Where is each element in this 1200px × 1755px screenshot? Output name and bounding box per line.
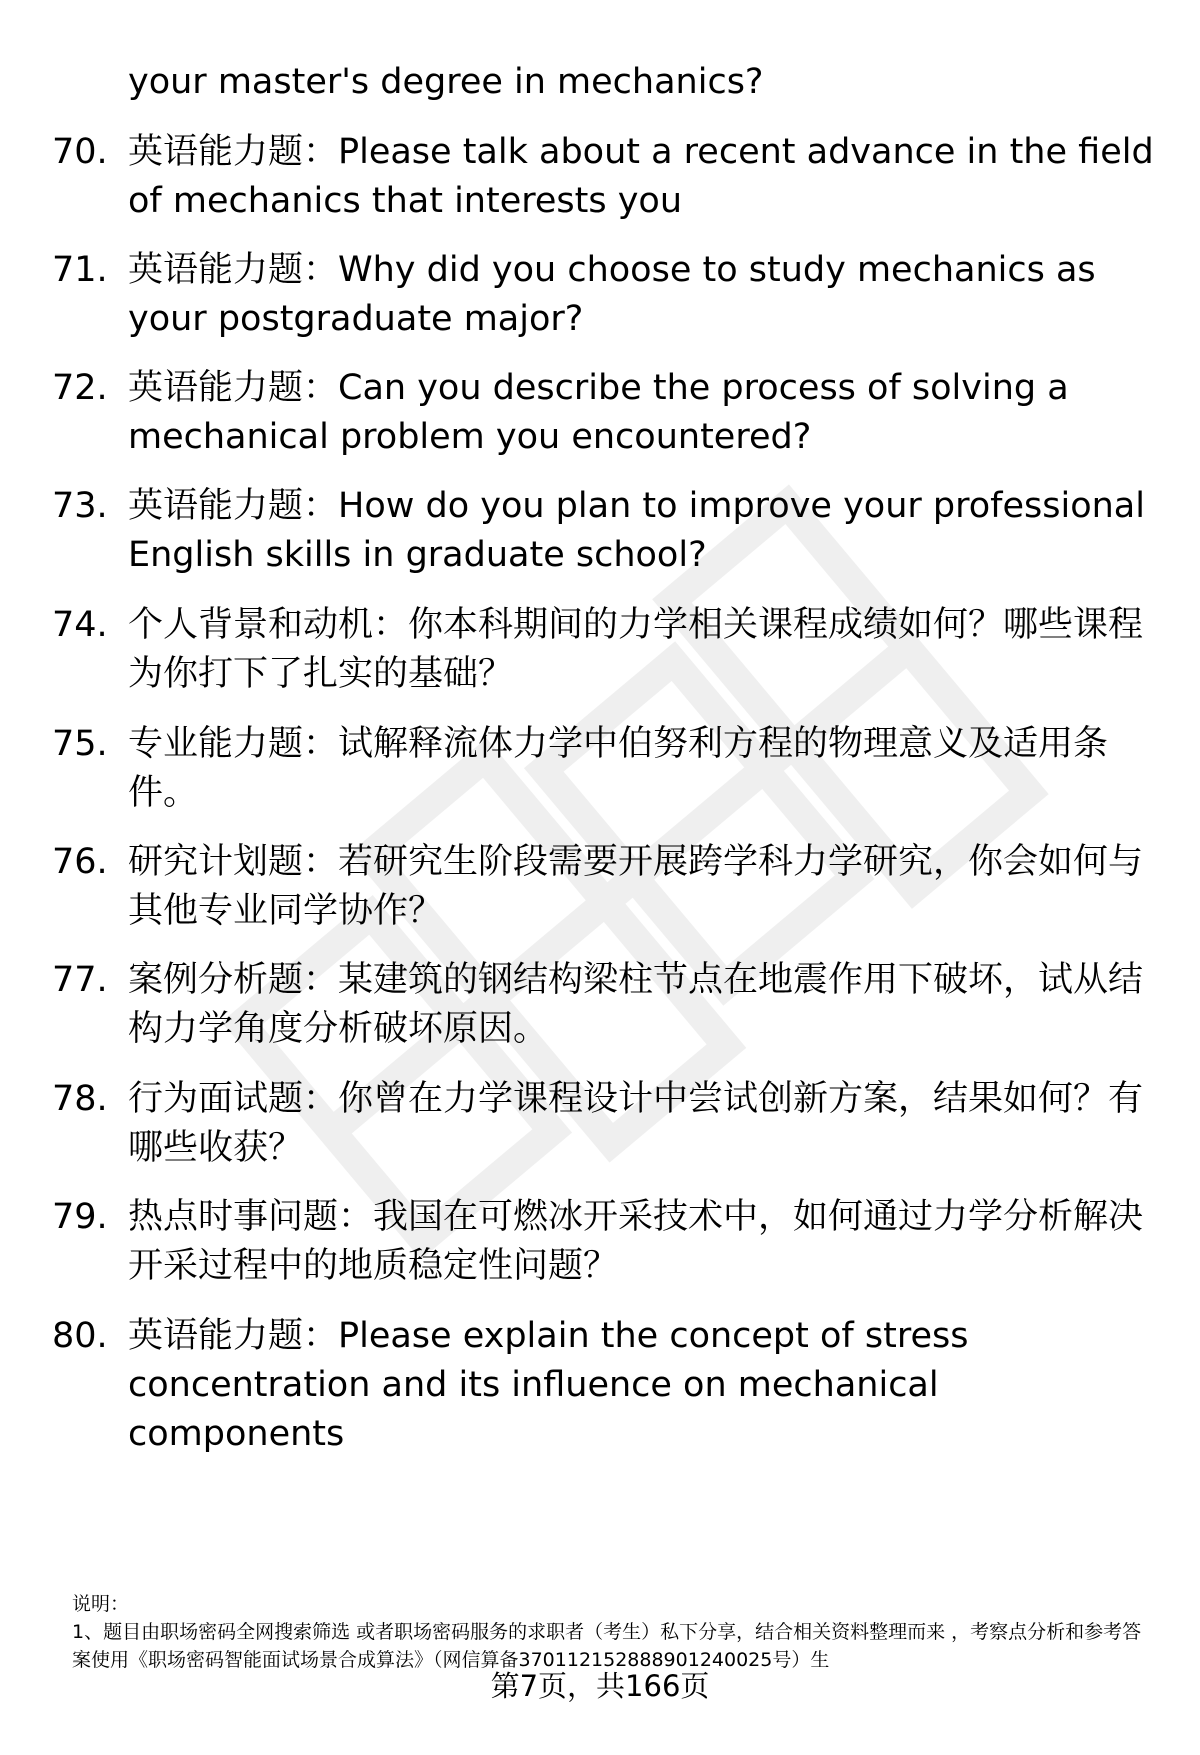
question-number: 77. (52, 960, 108, 1000)
question-number: 80. (52, 1316, 108, 1356)
question-item (52, 482, 1162, 580)
question-number: 73. (52, 486, 108, 526)
notes-heading: 说明： (72, 1593, 130, 1615)
page-number: 第7页，共166页 (490, 1669, 710, 1703)
question-item (52, 601, 1162, 699)
question-text: 英语能力题：Why did you choose to study mechanics as your postgraduate major? (128, 250, 1096, 339)
question-text: 行为面试题：你曾在力学课程设计中尝试创新方案，结果如何？有哪些收获？ (128, 1079, 1144, 1168)
question-number: 75. (52, 724, 108, 764)
question-text: 英语能力题：How do you plan to improve your professional English skills in graduate school? (128, 486, 1145, 575)
question-text: 专业能力题：试解释流体力学中伯努利方程的物理意义及适用条件。 (128, 724, 1109, 813)
question-number: 76. (52, 842, 108, 882)
question-text: 英语能力题：Please talk about a recent advance in the field of mechanics that interests you (128, 132, 1154, 221)
question-text: 热点时事问题：我国在可燃冰开采技术中，如何通过力学分析解决开采过程中的地质稳定性问题？ (128, 1197, 1144, 1286)
question-number: 74. (52, 605, 108, 645)
notes-line: 1、题目由职场密码全网搜索筛选 或者职场密码服务的求职者（考生）私下分享，结合相关资料整理而来 ，考察点分析和参考答案使用《职场密码智能面试场景合成算法》（网信算备370112152888901240025号）生 (72, 1621, 1142, 1671)
question-item (52, 364, 1162, 462)
question-text: 研究计划题：若研究生阶段需要开展跨学科力学研究，你会如何与其他专业同学协作？ (128, 842, 1144, 931)
question-number: 79. (52, 1197, 108, 1237)
notes-section (72, 1590, 1152, 1674)
question-item (52, 1193, 1162, 1291)
question-text: 英语能力题：Please explain the concept of stress concentration and its influence on mechanical components (128, 1316, 969, 1454)
question-item (52, 838, 1162, 936)
question-text: 英语能力题：Can you describe the process of solving a mechanical problem you encountered? (128, 368, 1069, 457)
question-number: 71. (52, 250, 108, 290)
question-item (52, 1075, 1162, 1173)
question-text: 个人背景和动机：你本科期间的力学相关课程成绩如何？哪些课程为你打下了扎实的基础？ (128, 605, 1144, 694)
question-number: 78. (52, 1079, 108, 1119)
question-item (52, 720, 1162, 818)
question-number: 70. (52, 132, 108, 172)
question-continuation: your master's degree in mechanics? (128, 62, 764, 102)
question-text: 案例分析题：某建筑的钢结构梁柱节点在地震作用下破坏，试从结构力学角度分析破坏原因。 (128, 960, 1144, 1049)
question-item (52, 128, 1162, 226)
question-item (52, 246, 1162, 344)
question-item (52, 956, 1162, 1054)
question-number: 72. (52, 368, 108, 408)
question-item (52, 1312, 1162, 1459)
